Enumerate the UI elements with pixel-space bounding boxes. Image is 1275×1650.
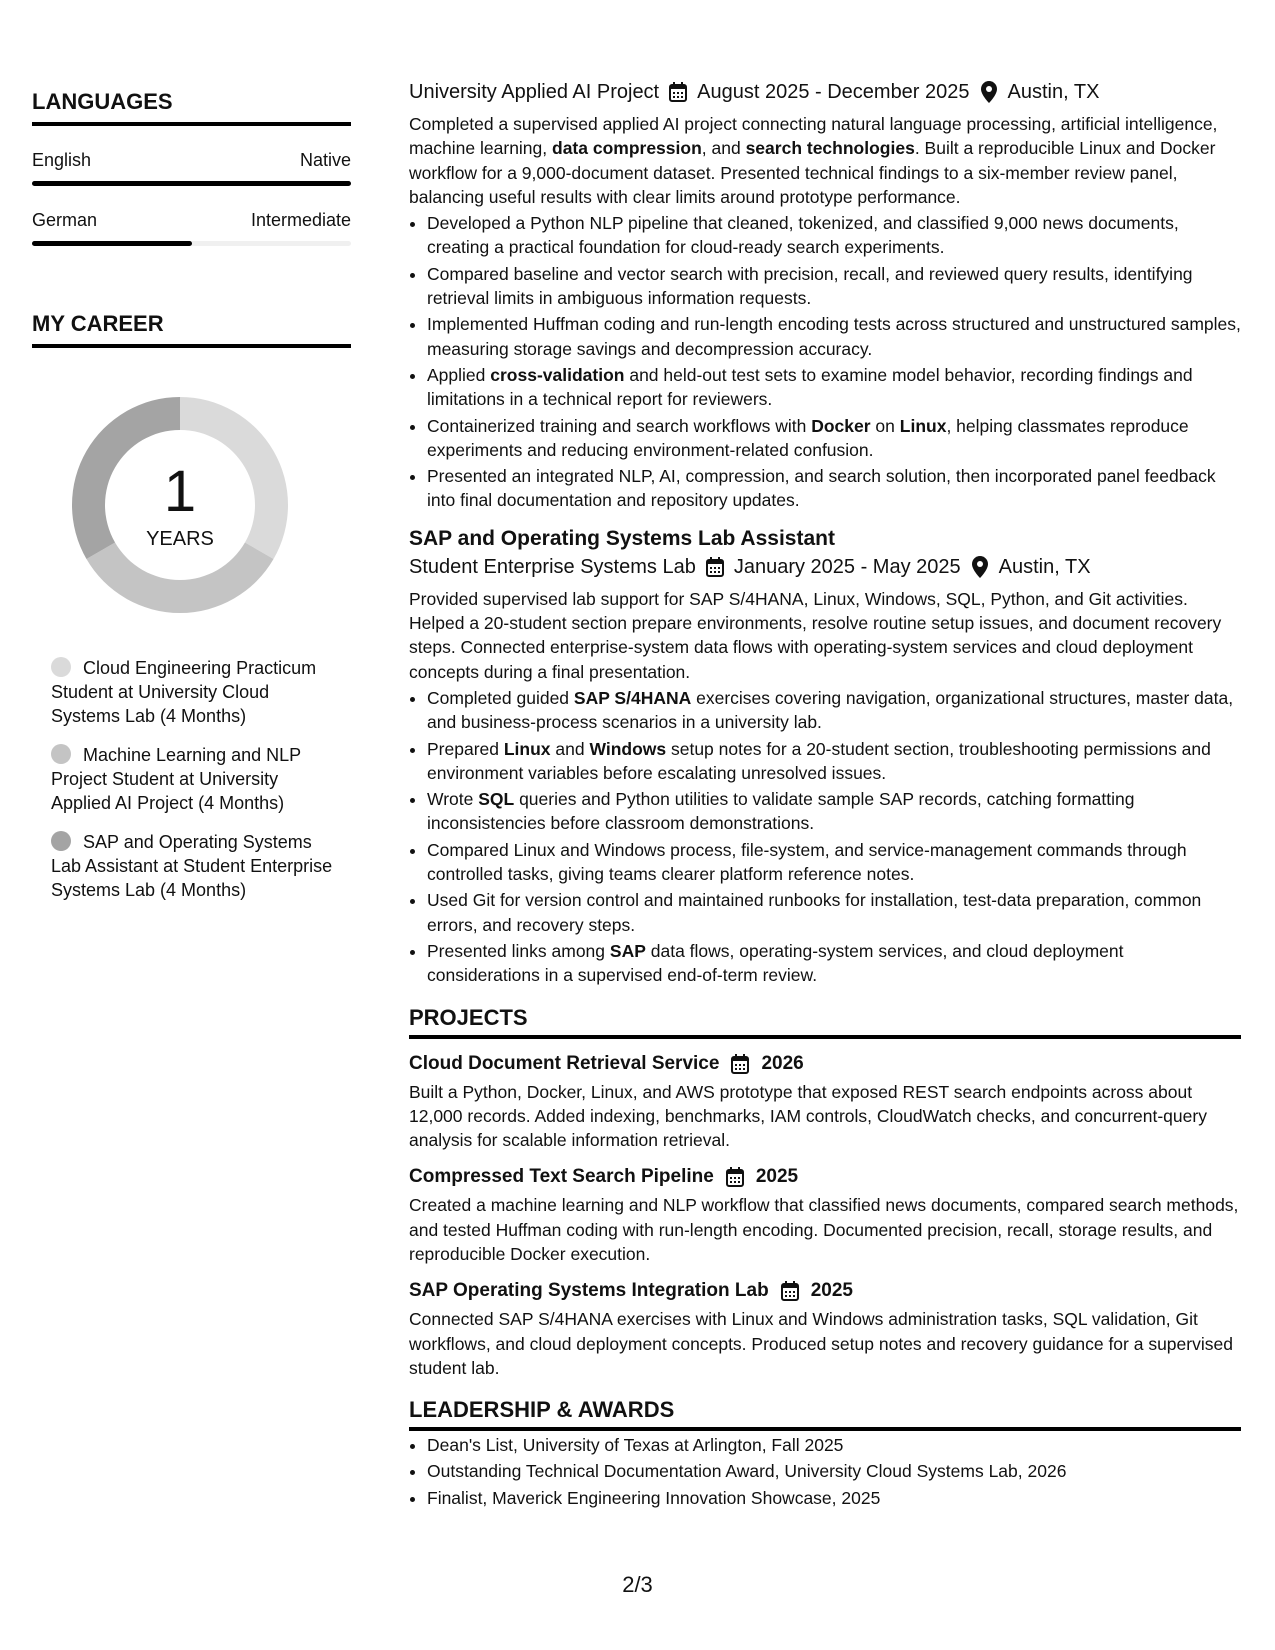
experience-summary: Provided supervised lab support for SAP S/4HANA, Linux, Windows, SQL, Python, and Git activities. Helped a 20-student section prepare environments, resolve routine setup issues, and document recovery steps. Connected enterprise-system data flows with operating-system services and cloud deployment concepts during a final presentation.	[409, 588, 1222, 682]
leadership-list	[409, 1433, 1241, 1510]
experience-bullet: • Compared baseline and vector search with precision, recall, and reviewed query results, identifying retrieval limits in ambiguous information requests.	[427, 262, 1241, 311]
map-pin-icon	[978, 81, 1000, 103]
legend-dot	[51, 744, 71, 764]
experience-bullet: • Containerized training and search workflows with Docker on Linux, helping classmates reproduce experiments and reducing environment-related confusion.	[427, 414, 1241, 463]
legend-dot	[51, 657, 71, 677]
experience-title: SAP and Operating Systems Lab Assistant	[409, 526, 835, 550]
calendar-icon	[704, 556, 726, 578]
language-name: English	[32, 150, 92, 170]
career-total-unit: YEARS	[146, 528, 214, 550]
experience-bullet: • Applied cross-validation and held-out test sets to examine model behavior, recording findings and limitations in a technical report for reviewers.	[427, 363, 1241, 412]
experience-bullets	[409, 211, 1241, 513]
experience-bullet: • Completed guided SAP S/4HANA exercises covering navigation, organizational structures, master data, and business-process scenarios in a university lab.	[427, 686, 1241, 735]
calendar-icon	[729, 1053, 751, 1075]
project-description: Connected SAP S/4HANA exercises with Linux and Windows administration tasks, SQL validation, Git workflows, and cloud deployment concepts. Produced setup notes and recovery guidance for a supervised student lab.	[409, 1309, 1233, 1378]
page-number: 2/3	[622, 1572, 653, 1597]
leadership-item: • Outstanding Technical Documentation Award, University Cloud Systems Lab, 2026	[427, 1459, 1241, 1483]
project-entry	[409, 1164, 1241, 1266]
calendar-icon	[779, 1280, 801, 1302]
language-level: Intermediate	[250, 210, 351, 230]
experience-entry	[409, 525, 1241, 988]
career-legend-label: SAP and Operating Systems Lab Assistant at Student Enterprise Systems Lab (4 Months)	[51, 832, 333, 900]
experience-bullet: • Implemented Huffman coding and run-length encoding tests across structured and unstructured samples, measuring storage savings and decompression accuracy.	[427, 312, 1241, 361]
experience-dates: August 2025 - December 2025	[697, 81, 970, 103]
career-legend-label: Cloud Engineering Practicum Student at University Cloud Systems Lab (4 Months)	[51, 658, 317, 726]
language-name: German	[32, 210, 98, 230]
career-legend	[51, 656, 341, 902]
legend-dot	[51, 831, 71, 851]
languages-heading: LANGUAGES	[32, 88, 351, 126]
project-name: Cloud Document Retrieval Service	[409, 1052, 720, 1074]
experience-bullet: • Compared Linux and Windows process, file-system, and service-management commands through controlled tasks, giving teams clearer platform reference notes.	[427, 838, 1241, 887]
experience-org: Student Enterprise Systems Lab	[409, 555, 696, 578]
experience-org: University Applied AI Project	[409, 81, 660, 103]
experience-location: Austin, TX	[998, 555, 1091, 578]
language-proficiency-fill	[32, 181, 351, 186]
career-donut-chart	[65, 390, 295, 620]
project-description: Built a Python, Docker, Linux, and AWS prototype that exposed REST search endpoints across about 12,000 records. Added indexing, benchmarks, IAM controls, CloudWatch checks, and concurrent-query analysis for scalable information retrieval.	[409, 1081, 1207, 1151]
career-total-number: 1	[163, 459, 197, 524]
experience-bullet: • Presented links among SAP data flows, operating-system services, and cloud deployment considerations in a supervised end-of-term review.	[427, 939, 1241, 988]
project-name: SAP Operating Systems Integration Lab	[409, 1280, 769, 1302]
experience-bullet: • Presented an integrated NLP, AI, compression, and search solution, then incorporated panel feedback into final documentation and repository updates.	[427, 464, 1241, 513]
experience-dates: January 2025 - May 2025	[733, 555, 961, 578]
experience-meta	[409, 78, 1241, 106]
experience-meta	[409, 553, 1241, 581]
leadership-heading: LEADERSHIP & AWARDS	[409, 1396, 1241, 1431]
career-legend-label: Machine Learning and NLP Project Student at University Applied AI Project (4 Months)	[51, 745, 301, 813]
projects-heading: PROJECTS	[409, 1004, 1241, 1039]
experience-bullet: • Wrote SQL queries and Python utilities to validate sample SAP records, catching formatting inconsistencies before classroom demonstrations.	[427, 787, 1241, 836]
project-year: 2026	[761, 1052, 804, 1074]
language-proficiency-bar	[32, 241, 351, 246]
project-year: 2025	[755, 1166, 799, 1188]
language-proficiency-bar	[32, 181, 351, 186]
project-name: Compressed Text Search Pipeline	[409, 1166, 714, 1188]
experience-location: Austin, TX	[1007, 81, 1100, 103]
leadership-item: • Finalist, Maverick Engineering Innovation Showcase, 2025	[427, 1486, 1241, 1510]
language-level: Native	[299, 150, 351, 170]
sidebar	[32, 88, 351, 917]
calendar-icon	[667, 81, 689, 103]
main-content	[409, 78, 1241, 1512]
experience-bullets	[409, 686, 1241, 988]
project-entry	[409, 1278, 1241, 1380]
career-legend-item	[51, 830, 341, 902]
project-entry	[409, 1051, 1241, 1153]
donut-segment	[86, 543, 273, 614]
experience-bullet: • Used Git for version control and maintained runbooks for installation, test-data preparation, common errors, and recovery steps.	[427, 888, 1241, 937]
map-pin-icon	[969, 556, 991, 578]
career-heading: MY CAREER	[32, 310, 351, 348]
experience-entry	[409, 78, 1241, 513]
project-description: Created a machine learning and NLP workflow that classified news documents, compared search methods, and tested Huffman coding with run-length encoding. Documented precision, recall, storage results, and reproducible Docker execution.	[409, 1195, 1239, 1264]
experience-bullet: • Developed a Python NLP pipeline that cleaned, tokenized, and classified 9,000 news documents, creating a practical foundation for cloud-ready search experiments.	[427, 211, 1241, 260]
career-legend-item	[51, 743, 341, 815]
experience-summary: Completed a supervised applied AI project connecting natural language processing, artificial intelligence, machine learning, data compression, and search technologies. Built a reproducible Linux and Docker workflow for a 9,000-document dataset. Presented technical findings to a six-member review panel, balancing useful results with clear limits around prototype performance.	[409, 114, 1218, 207]
language-item	[32, 210, 351, 246]
project-year: 2025	[810, 1280, 853, 1302]
language-proficiency-fill	[32, 241, 192, 246]
career-legend-item	[51, 656, 341, 728]
calendar-icon	[724, 1166, 746, 1188]
leadership-item: • Dean's List, University of Texas at Arlington, Fall 2025	[427, 1433, 1241, 1457]
language-item	[32, 150, 351, 186]
experience-bullet: • Prepared Linux and Windows setup notes for a 20-student section, troubleshooting permissions and environment variables before escalating unresolved issues.	[427, 737, 1241, 786]
